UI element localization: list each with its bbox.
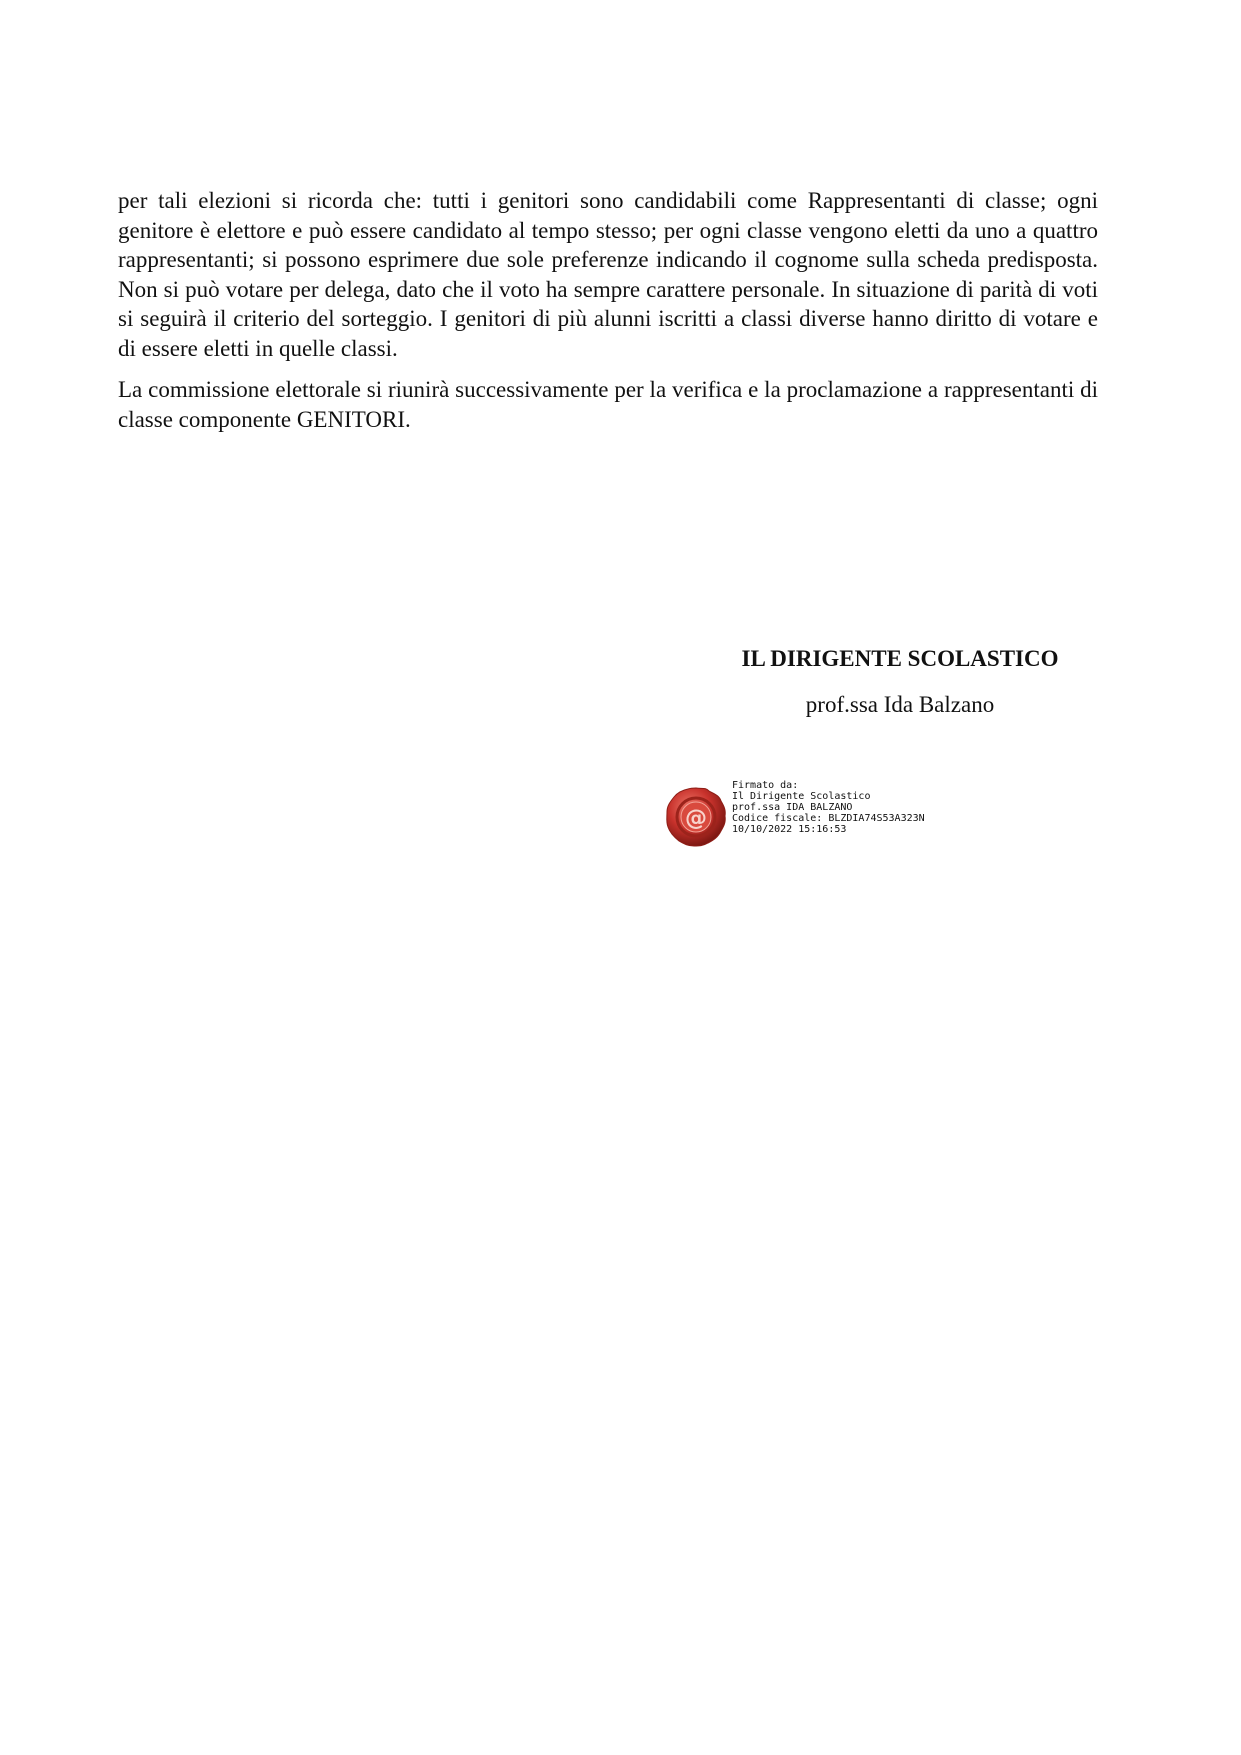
digital-signature-stamp [664, 780, 994, 850]
sig-name: prof.ssa IDA BALZANO [732, 802, 853, 813]
sig-tax-code: Codice fiscale: BLZDIA74S53A323N [732, 813, 925, 824]
wax-seal-at-icon [664, 785, 728, 849]
sig-signed-by: Firmato da: [732, 780, 799, 791]
signer-title: IL DIRIGENTE SCOLASTICO [741, 646, 1059, 671]
paragraph-election-rules: per tali elezioni si ricorda che: tutti i genitori sono candidabili come Rappresentanti di classe; ogni genitore è elettore e può essere candidato al tempo stesso; per ogni classe vengono eletti da uno a quattro rappresentanti; si possono esprimere due sole preferenze indicando il cognome sulla scheda predisposta. Non si può votare per delega, dato che il voto ha sempre carattere personale. In situazione di parità di voti si seguirà il criterio del sorteggio. I genitori di più alunni iscritti a classi diverse hanno diritto di votare e di essere eletti in quelle classi. [118, 188, 1098, 361]
svg-text:@: @ [685, 806, 707, 831]
sig-timestamp: 10/10/2022 15:16:53 [732, 824, 847, 835]
signer-name: prof.ssa Ida Balzano [805, 692, 995, 717]
sig-role: Il Dirigente Scolastico [732, 791, 871, 802]
paragraph-commission: La commissione elettorale si riunirà successivamente per la verifica e la proclamazione a rappresentanti di classe componente GENITORI. [118, 377, 1098, 432]
body-text [118, 186, 1098, 434]
digital-signature-text [732, 780, 925, 835]
signature-block [690, 644, 1110, 720]
